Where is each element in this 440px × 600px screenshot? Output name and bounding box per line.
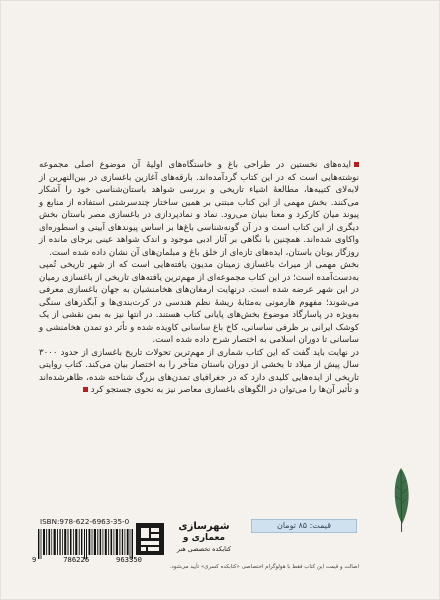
isbn-text: ISBN:978-622-6963-35-0: [40, 517, 130, 526]
blurb-text: [39, 159, 359, 397]
barcode-digit-group: 786226: [63, 555, 90, 564]
publisher-line-3: کتابکده تخصصی هنر: [176, 545, 232, 553]
publisher-line-2: معماری و: [182, 533, 226, 543]
barcode-digits: [32, 555, 142, 564]
publisher-logo-icon: [136, 523, 164, 555]
publisher-line-1: شهرسازی: [178, 521, 230, 532]
paragraph-1-text: ایده‌های نخستین در طراحی باغ و خاستگاه‌های اولیهٔ آن موضوع اصلی مجموعه نوشته‌هایی است که در این کتاب گردآمده‌اند. بارقه‌های آغازین باغسازی در بین‌النهرین از لابه‌لای کتیبه‌ها، مطالعهٔ اشیاء تاریخی و بررسی شواهد باستان‌شناسی خود را آشکار می‌کنند. بخش مهمی از این کتاب مبتنی بر همین ساختار چندسرشتی استفاده از منابع و پیوند میان کارکرد و معنا بنیان می‌رود. نماد و نمادپردازی در باغسازی مصر باستان بخش دیگری از این کتاب است و در آن گونه‌شناسی باغ‌ها بر اساس پیوندهای آیینی و اسطوره‌ای واکاوی شده‌اند. همچنین با نگاهی بر آثار ادبی موجود و اندک شواهد عینی برجای مانده از روزگار یونان باستان، ایده‌های تازه‌ای از خلق باغ و مبلمان‌های آن نشان داده شده است.: [39, 160, 359, 258]
square-end-icon: [83, 387, 88, 392]
leaf-icon: [389, 466, 413, 534]
authenticity-note: اصالت و قیمت این کتاب فقط با هولوگرام اختصاصی «کتابکده کسری» تأیید می‌شود.: [169, 564, 359, 570]
barcode-digit-group: 9: [32, 555, 37, 564]
publisher-name: [167, 521, 241, 554]
paragraph-2-text: بخش مهمی از میراث باغسازی زمینان مدیون یافته‌هایی است که از شهر تاریخی تُمپی به‌دست‌آمده است؛ در این کتاب مجموعه‌ای از مهم‌ترین یافته‌های تاریخی از باغسازی رمیان در این شهر عرضه شده است. درنهایت ارمغان‌های هخامنشیان به جهان باغسازی معرفی می‌شوند؛ مفهوم هارمونی به‌مثابهٔ ریشهٔ نظم هندسی در کرت‌بندی‌ها و آبگذرهای سنگی به‌ویژه در پاسارگاد موضوع بخش‌های پایانی کتاب هستند. در انتها نیز به بمن نقشی از یک کوشک ایرانی بر ظرفی ساسانی، کاخ باغ ساسانی کاویده شده و تأثر دو تمدن هخامنشی و ساسانی تا دوران اسلامی به اختصار شرح داده شده است.: [39, 260, 359, 345]
paragraph-2: [39, 259, 359, 347]
barcode-digit-group: 963350: [116, 555, 142, 564]
price-label: قیمت: ۸۵ تومان: [251, 519, 357, 533]
paragraph-3-text: در نهایت باید گفت که این کتاب شماری از مهم‌ترین تحولات تاریخ باغسازی از حدود ۳۰۰۰ سال پیش از میلاد تا بخشی از دوران باستان متأخر را به اختصار بیان می‌کند. کتاب روایتی تاریخی از ایده‌هایی کلیدی دارد که در جغرافیای تمدن‌های بزرگ شناخته شده، ظاهرشده‌اند و تأثیر آن‌ها را می‌توان در الگوهای باغسازی معاصر نیز به نحوی جستجو کرد: [39, 347, 359, 395]
paragraph-3: [39, 347, 359, 397]
paragraph-1: [39, 159, 359, 259]
square-bullet-icon: [354, 162, 359, 167]
